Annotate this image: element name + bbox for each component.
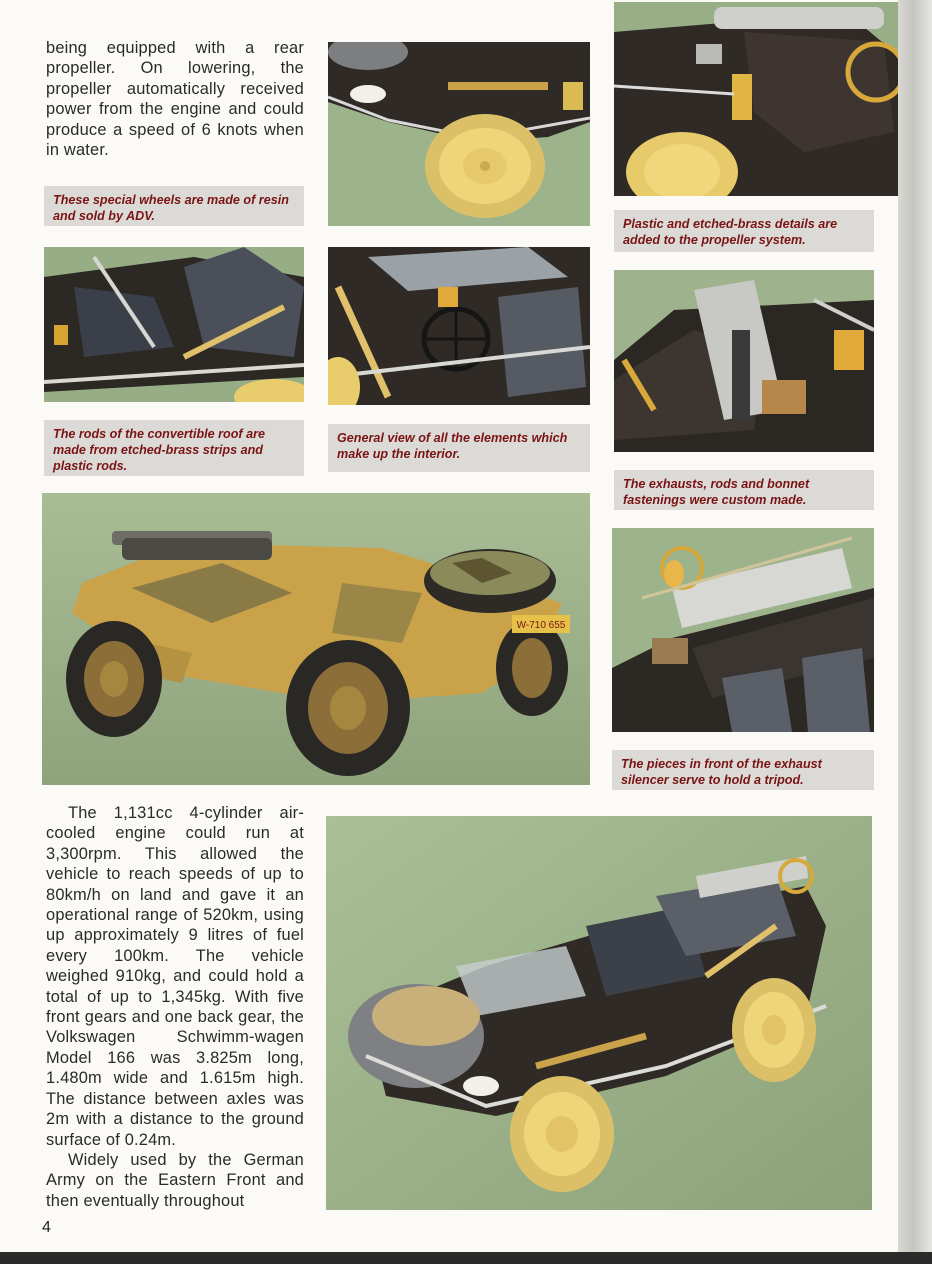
- photo-unpainted-vehicle: [326, 816, 872, 1210]
- page-gutter-shadow: [898, 0, 932, 1264]
- photo-interior: [328, 247, 590, 405]
- vehicle-number-plate: W-710 655: [516, 620, 566, 631]
- photo-tripod-mount-image: [612, 528, 874, 732]
- photo-tripod-mount: [612, 528, 874, 732]
- body-text-bottom: [46, 803, 304, 1211]
- paragraph-engine-specs: The 1,131cc 4-cylinder air-cooled engine could run at 3,300rpm. This allowed the vehicle to reach speeds of up to 80km/h on land and gave it an operational range of 520km, using up approximately 9 litres of fuel every 100km. The vehicle weighed 910kg, and could hold a total of up to 1,345kg. With five front gears and one back gear, the Volkswagen Schwimm-wagen Model 166 was 3.825m long, 1.480m wide and 1.615m high. The distance between axles was 2m with a distance to the ground surface of 0.24m.: [46, 804, 304, 1149]
- paragraph-usage: Widely used by the German Army on the Eastern Front and then eventually throughout: [46, 1150, 304, 1210]
- photo-interior-image: [328, 247, 590, 405]
- page-number: 4: [42, 1219, 51, 1236]
- photo-propeller-system: [614, 2, 906, 196]
- caption-roof-rods: The rods of the convertible roof are made from etched-brass strips and plastic rods.: [44, 420, 304, 476]
- page-bottom-edge: [0, 1252, 932, 1264]
- photo-propeller-system-image: [614, 2, 906, 196]
- paragraph-top: being equipped with a rear propeller. On lowering, the propeller automatically received power from the engine and could produce a speed of 6 knots when in water.: [46, 39, 304, 160]
- photo-camouflaged-vehicle: [42, 493, 590, 785]
- body-text-top: [46, 38, 304, 160]
- photo-resin-wheels-image: [328, 42, 590, 226]
- photo-roof-rods: [44, 247, 304, 402]
- photo-camouflaged-vehicle-image: [42, 493, 590, 785]
- caption-wheels: These special wheels are made of resin and sold by ADV.: [44, 186, 304, 226]
- photo-exhausts: [614, 270, 874, 452]
- caption-interior: General view of all the elements which make up the interior.: [328, 424, 590, 472]
- photo-roof-rods-image: [44, 247, 304, 402]
- caption-exhausts: The exhausts, rods and bonnet fastenings were custom made.: [614, 470, 874, 510]
- photo-resin-wheels: [328, 42, 590, 226]
- photo-unpainted-vehicle-image: [326, 816, 872, 1210]
- caption-tripod: The pieces in front of the exhaust silencer serve to hold a tripod.: [612, 750, 874, 790]
- caption-propeller: Plastic and etched-brass details are added to the propeller system.: [614, 210, 874, 252]
- photo-exhausts-image: [614, 270, 874, 452]
